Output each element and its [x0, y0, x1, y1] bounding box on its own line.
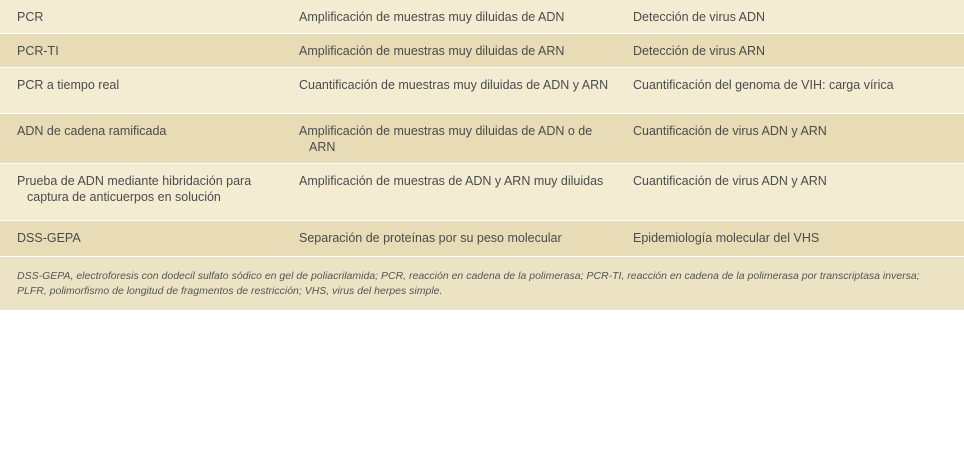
technique-cell: DSS-GEPA — [0, 220, 289, 256]
table-row — [0, 0, 964, 33]
principle-cell: Amplificación de muestras de ADN y ARN muy diluidas — [289, 163, 621, 220]
principle-cell: Amplificación de muestras muy diluidas de ADN o de ARN — [289, 113, 621, 163]
table-footnote: DSS-GEPA, electroforesis con dodecil sulfato sódico en gel de poliacrilamida; PCR, reacción en cadena de la polimerasa; PCR-TI, reacción en cadena de la polimerasa por transcriptasa inversa; PLFR, polimorfismo de longitud de fragmentos de restricción; VHS, virus del herpes simple. — [17, 270, 920, 297]
principle-cell: Amplificación de muestras muy diluidas de ADN — [289, 0, 621, 33]
table-row — [0, 67, 964, 113]
technique-cell: PCR — [0, 0, 289, 33]
technique-cell: Prueba de ADN mediante hibridación para captura de anticuerpos en solución — [0, 163, 289, 220]
principle-cell: Separación de proteínas por su peso molecular — [289, 220, 621, 256]
application-cell: Cuantificación de virus ADN y ARN — [621, 163, 964, 220]
application-cell: Epidemiología molecular del VHS — [621, 220, 964, 256]
principle-cell: Amplificación de muestras muy diluidas de ARN — [289, 33, 621, 67]
table-row — [0, 33, 964, 67]
application-cell: Detección de virus ARN — [621, 33, 964, 67]
application-cell: Cuantificación de virus ADN y ARN — [621, 113, 964, 163]
application-cell: Cuantificación del genoma de VIH: carga vírica — [621, 67, 964, 113]
technique-cell: PCR-TI — [0, 33, 289, 67]
table-row — [0, 163, 964, 220]
table-row — [0, 220, 964, 256]
technique-cell: PCR a tiempo real — [0, 67, 289, 113]
principle-cell: Cuantificación de muestras muy diluidas de ADN y ARN — [289, 67, 621, 113]
table-row — [0, 113, 964, 163]
technique-cell: ADN de cadena ramificada — [0, 113, 289, 163]
application-cell: Detección de virus ADN — [621, 0, 964, 33]
